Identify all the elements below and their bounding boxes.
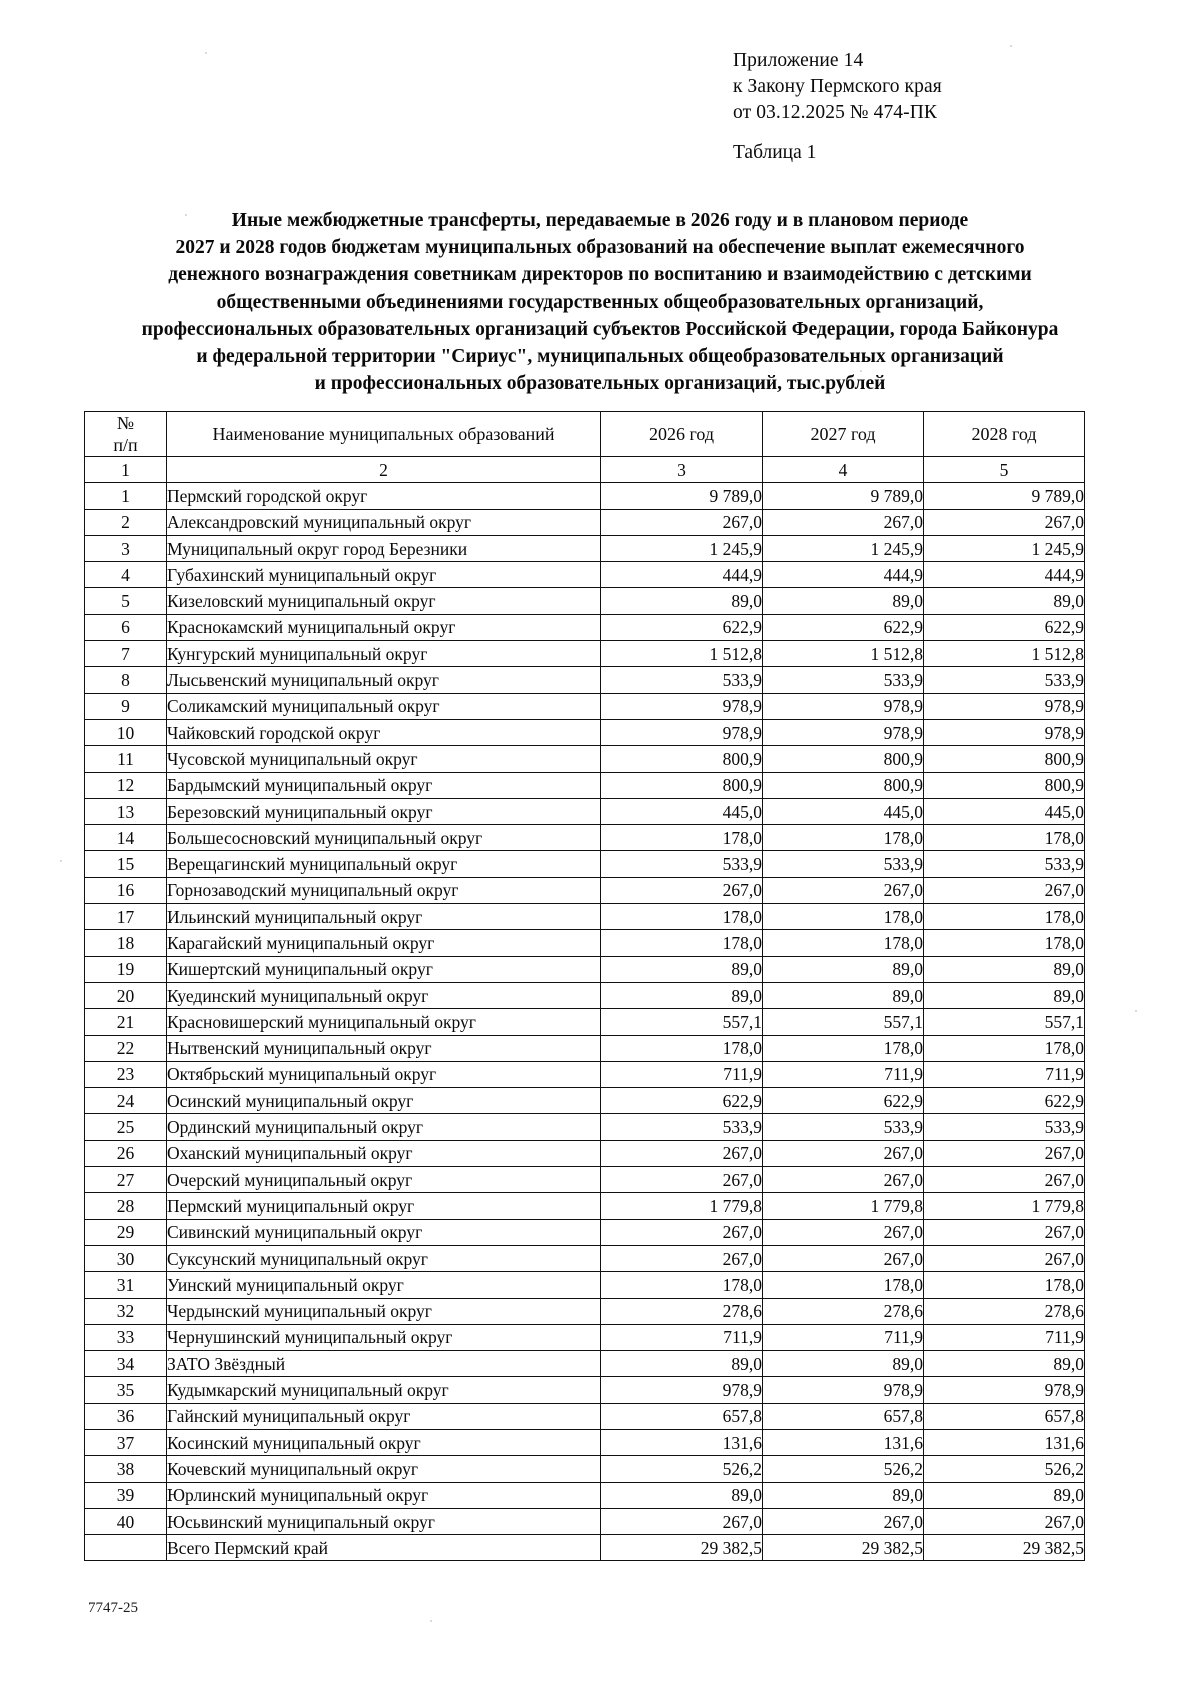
row-value-2028: 89,0	[924, 982, 1085, 1008]
row-value-2026: 800,9	[601, 746, 763, 772]
row-municipality-name: Кизеловский муниципальный округ	[167, 588, 601, 614]
row-value-2028: 445,0	[924, 798, 1085, 824]
total-row-label: Всего Пермский край	[167, 1535, 601, 1561]
table-row	[85, 772, 1085, 798]
row-number: 1	[85, 483, 167, 509]
row-value-2027: 800,9	[763, 746, 924, 772]
row-number: 31	[85, 1272, 167, 1298]
row-value-2027: 657,8	[763, 1403, 924, 1429]
table-label: Таблица 1	[733, 142, 817, 163]
row-value-2028: 89,0	[924, 588, 1085, 614]
row-number: 3	[85, 535, 167, 561]
table-row	[85, 1324, 1085, 1350]
row-value-2027: 89,0	[763, 1482, 924, 1508]
table-row	[85, 1403, 1085, 1429]
row-value-2026: 267,0	[601, 1140, 763, 1166]
row-municipality-name: Косинский муниципальный округ	[167, 1429, 601, 1455]
row-value-2026: 267,0	[601, 509, 763, 535]
row-number: 23	[85, 1061, 167, 1087]
row-value-2026: 9 789,0	[601, 483, 763, 509]
row-number: 39	[85, 1482, 167, 1508]
row-value-2028: 978,9	[924, 693, 1085, 719]
row-municipality-name: Муниципальный округ город Березники	[167, 535, 601, 561]
row-value-2026: 978,9	[601, 1377, 763, 1403]
row-value-2026: 89,0	[601, 1351, 763, 1377]
row-value-2026: 178,0	[601, 1272, 763, 1298]
table-row	[85, 904, 1085, 930]
column-number-5: 5	[924, 457, 1085, 483]
row-value-2027: 89,0	[763, 956, 924, 982]
row-municipality-name: Юрлинский муниципальный округ	[167, 1482, 601, 1508]
row-value-2027: 557,1	[763, 1009, 924, 1035]
row-value-2028: 131,6	[924, 1429, 1085, 1455]
row-value-2026: 89,0	[601, 956, 763, 982]
title-line-2: 2027 и 2028 годов бюджетам муниципальных образований на обеспечение выплат ежемесячного	[175, 237, 1025, 259]
row-municipality-name: Юсьвинский муниципальный округ	[167, 1508, 601, 1534]
row-municipality-name: Лысьвенский муниципальный округ	[167, 667, 601, 693]
row-number: 22	[85, 1035, 167, 1061]
row-municipality-name: Пермский муниципальный округ	[167, 1193, 601, 1219]
appendix-number: Приложение 14	[733, 50, 864, 71]
row-municipality-name: Соликамский муниципальный округ	[167, 693, 601, 719]
header-num-line2: п/п	[113, 435, 138, 455]
row-value-2028: 444,9	[924, 562, 1085, 588]
row-value-2026: 1 245,9	[601, 535, 763, 561]
row-value-2026: 267,0	[601, 1508, 763, 1534]
row-value-2026: 89,0	[601, 1482, 763, 1508]
row-value-2027: 267,0	[763, 1167, 924, 1193]
row-value-2027: 533,9	[763, 667, 924, 693]
row-municipality-name: ЗАТО Звёздный	[167, 1351, 601, 1377]
title-line-6: и федеральной территории "Сириус", муниципальных общеобразовательных организаций	[196, 346, 1004, 368]
title-line-7: и профессиональных образовательных организаций, тыс.рублей	[314, 373, 886, 395]
row-municipality-name: Ильинский муниципальный округ	[167, 904, 601, 930]
row-value-2027: 800,9	[763, 772, 924, 798]
row-municipality-name: Кудымкарский муниципальный округ	[167, 1377, 601, 1403]
table-row	[85, 1351, 1085, 1377]
row-number: 34	[85, 1351, 167, 1377]
row-value-2027: 178,0	[763, 904, 924, 930]
row-value-2026: 533,9	[601, 851, 763, 877]
row-value-2027: 622,9	[763, 614, 924, 640]
row-value-2026: 89,0	[601, 982, 763, 1008]
row-number: 5	[85, 588, 167, 614]
row-municipality-name: Уинский муниципальный округ	[167, 1272, 601, 1298]
row-value-2026: 267,0	[601, 1219, 763, 1245]
row-municipality-name: Кочевский муниципальный округ	[167, 1456, 601, 1482]
table-row	[85, 825, 1085, 851]
table-row	[85, 798, 1085, 824]
row-value-2028: 557,1	[924, 1009, 1085, 1035]
row-value-2027: 445,0	[763, 798, 924, 824]
row-value-2027: 533,9	[763, 1114, 924, 1140]
row-value-2028: 622,9	[924, 1088, 1085, 1114]
row-municipality-name: Октябрьский муниципальный округ	[167, 1061, 601, 1087]
table-row	[85, 956, 1085, 982]
row-value-2027: 978,9	[763, 693, 924, 719]
row-municipality-name: Верещагинский муниципальный округ	[167, 851, 601, 877]
row-value-2028: 978,9	[924, 719, 1085, 745]
row-number: 18	[85, 930, 167, 956]
law-reference-line: к Закону Пермского края	[733, 76, 942, 97]
row-value-2026: 178,0	[601, 904, 763, 930]
row-number: 7	[85, 641, 167, 667]
row-value-2027: 978,9	[763, 1377, 924, 1403]
table-row	[85, 1114, 1085, 1140]
row-value-2028: 267,0	[924, 1167, 1085, 1193]
row-number: 14	[85, 825, 167, 851]
row-value-2026: 131,6	[601, 1429, 763, 1455]
row-number: 25	[85, 1114, 167, 1140]
row-value-2027: 178,0	[763, 930, 924, 956]
header-year-2026: 2026 год	[601, 412, 763, 457]
table-row	[85, 1508, 1085, 1534]
row-value-2028: 89,0	[924, 1482, 1085, 1508]
title-line-1: Иные межбюджетные трансферты, передаваемые в 2026 году и в плановом периоде	[231, 210, 969, 231]
row-number: 12	[85, 772, 167, 798]
total-value-2026: 29 382,5	[601, 1535, 763, 1561]
row-value-2027: 89,0	[763, 588, 924, 614]
table-row	[85, 1456, 1085, 1482]
row-value-2026: 622,9	[601, 614, 763, 640]
transfers-table	[84, 411, 1085, 1561]
row-value-2026: 178,0	[601, 930, 763, 956]
row-value-2028: 800,9	[924, 746, 1085, 772]
row-value-2028: 800,9	[924, 772, 1085, 798]
row-municipality-name: Александровский муниципальный округ	[167, 509, 601, 535]
row-number: 9	[85, 693, 167, 719]
table-row	[85, 1245, 1085, 1271]
table-total-row	[85, 1535, 1085, 1561]
table-row	[85, 746, 1085, 772]
row-value-2027: 178,0	[763, 1272, 924, 1298]
table-row	[85, 719, 1085, 745]
table-header-row	[85, 412, 1085, 457]
table-row	[85, 1061, 1085, 1087]
row-municipality-name: Березовский муниципальный округ	[167, 798, 601, 824]
row-value-2026: 978,9	[601, 719, 763, 745]
table-head	[85, 412, 1085, 483]
row-value-2026: 89,0	[601, 588, 763, 614]
title-line-5: профессиональных образовательных организаций субъектов Российской Федерации, города Байконура	[141, 318, 1059, 340]
row-value-2026: 622,9	[601, 1088, 763, 1114]
row-number: 6	[85, 614, 167, 640]
row-municipality-name: Краснокамский муниципальный округ	[167, 614, 601, 640]
row-value-2027: 526,2	[763, 1456, 924, 1482]
row-municipality-name: Красновишерский муниципальный округ	[167, 1009, 601, 1035]
row-number: 16	[85, 877, 167, 903]
row-value-2026: 278,6	[601, 1298, 763, 1324]
row-municipality-name: Чусовской муниципальный округ	[167, 746, 601, 772]
row-value-2026: 533,9	[601, 667, 763, 693]
row-number: 28	[85, 1193, 167, 1219]
row-number: 32	[85, 1298, 167, 1324]
row-value-2026: 978,9	[601, 693, 763, 719]
total-value-2028: 29 382,5	[924, 1535, 1085, 1561]
column-number-4: 4	[763, 457, 924, 483]
row-municipality-name: Горнозаводский муниципальный округ	[167, 877, 601, 903]
table-row	[85, 588, 1085, 614]
row-value-2027: 178,0	[763, 1035, 924, 1061]
row-number: 40	[85, 1508, 167, 1534]
row-value-2026: 1 779,8	[601, 1193, 763, 1219]
row-value-2027: 1 512,8	[763, 641, 924, 667]
row-municipality-name: Ординский муниципальный округ	[167, 1114, 601, 1140]
transfers-table-wrapper	[84, 411, 1084, 1561]
table-row	[85, 641, 1085, 667]
row-value-2027: 267,0	[763, 1219, 924, 1245]
table-row	[85, 1298, 1085, 1324]
table-row	[85, 877, 1085, 903]
total-value-2027: 29 382,5	[763, 1535, 924, 1561]
row-value-2027: 267,0	[763, 1508, 924, 1534]
row-municipality-name: Сивинский муниципальный округ	[167, 1219, 601, 1245]
row-value-2027: 267,0	[763, 1140, 924, 1166]
row-number: 4	[85, 562, 167, 588]
row-number: 27	[85, 1167, 167, 1193]
row-number: 8	[85, 667, 167, 693]
table-row	[85, 1193, 1085, 1219]
row-number: 38	[85, 1456, 167, 1482]
row-value-2028: 89,0	[924, 1351, 1085, 1377]
row-municipality-name: Куединский муниципальный округ	[167, 982, 601, 1008]
row-value-2027: 978,9	[763, 719, 924, 745]
row-municipality-name: Бардымский муниципальный округ	[167, 772, 601, 798]
row-value-2028: 711,9	[924, 1061, 1085, 1087]
law-date-number-line: от 03.12.2025 № 474-ПК	[733, 102, 938, 123]
row-value-2027: 533,9	[763, 851, 924, 877]
row-value-2028: 1 779,8	[924, 1193, 1085, 1219]
row-municipality-name: Чердынский муниципальный округ	[167, 1298, 601, 1324]
table-row	[85, 1035, 1085, 1061]
row-value-2027: 1 245,9	[763, 535, 924, 561]
row-number: 13	[85, 798, 167, 824]
row-municipality-name: Кунгурский муниципальный округ	[167, 641, 601, 667]
row-value-2027: 178,0	[763, 825, 924, 851]
row-number: 26	[85, 1140, 167, 1166]
row-number: 10	[85, 719, 167, 745]
header-year-2028: 2028 год	[924, 412, 1085, 457]
table-column-number-row	[85, 457, 1085, 483]
row-value-2028: 622,9	[924, 614, 1085, 640]
table-row	[85, 1009, 1085, 1035]
row-value-2027: 9 789,0	[763, 483, 924, 509]
row-value-2028: 978,9	[924, 1377, 1085, 1403]
row-value-2026: 444,9	[601, 562, 763, 588]
appendix-reference-block	[733, 48, 942, 126]
row-value-2028: 178,0	[924, 930, 1085, 956]
table-row	[85, 930, 1085, 956]
row-value-2028: 267,0	[924, 1219, 1085, 1245]
row-value-2028: 533,9	[924, 667, 1085, 693]
row-value-2028: 533,9	[924, 851, 1085, 877]
page-title	[90, 207, 1110, 397]
table-row	[85, 1140, 1085, 1166]
row-number: 30	[85, 1245, 167, 1271]
row-value-2026: 557,1	[601, 1009, 763, 1035]
row-value-2026: 445,0	[601, 798, 763, 824]
table-row	[85, 509, 1085, 535]
row-value-2028: 526,2	[924, 1456, 1085, 1482]
header-municipality-name: Наименование муниципальных образований	[167, 412, 601, 457]
column-number-1: 1	[85, 457, 167, 483]
table-row	[85, 535, 1085, 561]
row-municipality-name: Большесосновский муниципальный округ	[167, 825, 601, 851]
row-municipality-name: Чернушинский муниципальный округ	[167, 1324, 601, 1350]
table-body	[85, 483, 1085, 1561]
row-number: 11	[85, 746, 167, 772]
row-number: 37	[85, 1429, 167, 1455]
document-footer-code: 7747-25	[88, 1600, 138, 1616]
row-value-2027: 711,9	[763, 1324, 924, 1350]
table-row	[85, 1167, 1085, 1193]
row-number: 20	[85, 982, 167, 1008]
row-value-2027: 131,6	[763, 1429, 924, 1455]
table-row	[85, 693, 1085, 719]
row-value-2027: 89,0	[763, 1351, 924, 1377]
row-value-2027: 267,0	[763, 877, 924, 903]
column-number-3: 3	[601, 457, 763, 483]
row-value-2026: 267,0	[601, 877, 763, 903]
row-value-2028: 267,0	[924, 1140, 1085, 1166]
row-value-2028: 267,0	[924, 1245, 1085, 1271]
table-row	[85, 1429, 1085, 1455]
row-value-2027: 1 779,8	[763, 1193, 924, 1219]
table-row	[85, 982, 1085, 1008]
title-line-4: общественными объединениями государственных общеобразовательных организаций,	[216, 291, 984, 313]
row-number: 35	[85, 1377, 167, 1403]
row-value-2026: 267,0	[601, 1245, 763, 1271]
row-number: 21	[85, 1009, 167, 1035]
table-row	[85, 667, 1085, 693]
row-number: 36	[85, 1403, 167, 1429]
table-row	[85, 562, 1085, 588]
row-municipality-name: Нытвенский муниципальный округ	[167, 1035, 601, 1061]
row-municipality-name: Чайковский городской округ	[167, 719, 601, 745]
row-value-2026: 711,9	[601, 1061, 763, 1087]
row-value-2028: 178,0	[924, 1035, 1085, 1061]
row-value-2026: 178,0	[601, 1035, 763, 1061]
row-municipality-name: Осинский муниципальный округ	[167, 1088, 601, 1114]
row-value-2026: 1 512,8	[601, 641, 763, 667]
row-value-2028: 178,0	[924, 825, 1085, 851]
row-value-2028: 533,9	[924, 1114, 1085, 1140]
row-municipality-name: Пермский городской округ	[167, 483, 601, 509]
row-value-2026: 800,9	[601, 772, 763, 798]
row-number: 17	[85, 904, 167, 930]
row-municipality-name: Гайнский муниципальный округ	[167, 1403, 601, 1429]
row-value-2026: 711,9	[601, 1324, 763, 1350]
row-value-2028: 1 245,9	[924, 535, 1085, 561]
row-value-2026: 178,0	[601, 825, 763, 851]
header-year-2027: 2027 год	[763, 412, 924, 457]
row-value-2026: 267,0	[601, 1167, 763, 1193]
row-municipality-name: Губахинский муниципальный округ	[167, 562, 601, 588]
table-row	[85, 1088, 1085, 1114]
table-row	[85, 1482, 1085, 1508]
title-line-3: денежного вознаграждения советникам директоров по воспитанию и взаимодействию с детскими	[168, 264, 1032, 286]
row-value-2028: 267,0	[924, 877, 1085, 903]
row-value-2028: 267,0	[924, 509, 1085, 535]
row-value-2027: 278,6	[763, 1298, 924, 1324]
column-number-2: 2	[167, 457, 601, 483]
row-value-2027: 622,9	[763, 1088, 924, 1114]
header-row-number	[85, 412, 167, 457]
row-value-2028: 89,0	[924, 956, 1085, 982]
row-value-2027: 267,0	[763, 1245, 924, 1271]
total-row-number	[85, 1535, 167, 1561]
table-row	[85, 614, 1085, 640]
row-municipality-name: Кишертский муниципальный округ	[167, 956, 601, 982]
row-number: 19	[85, 956, 167, 982]
row-value-2028: 657,8	[924, 1403, 1085, 1429]
row-value-2028: 1 512,8	[924, 641, 1085, 667]
row-value-2028: 178,0	[924, 904, 1085, 930]
row-value-2028: 711,9	[924, 1324, 1085, 1350]
row-number: 33	[85, 1324, 167, 1350]
row-value-2027: 711,9	[763, 1061, 924, 1087]
row-number: 24	[85, 1088, 167, 1114]
row-value-2026: 533,9	[601, 1114, 763, 1140]
row-value-2026: 526,2	[601, 1456, 763, 1482]
table-row	[85, 1219, 1085, 1245]
table-row	[85, 483, 1085, 509]
row-municipality-name: Карагайский муниципальный округ	[167, 930, 601, 956]
table-row	[85, 851, 1085, 877]
row-value-2027: 267,0	[763, 509, 924, 535]
row-value-2026: 657,8	[601, 1403, 763, 1429]
row-number: 2	[85, 509, 167, 535]
row-number: 29	[85, 1219, 167, 1245]
row-number: 15	[85, 851, 167, 877]
row-municipality-name: Суксунский муниципальный округ	[167, 1245, 601, 1271]
row-value-2027: 444,9	[763, 562, 924, 588]
header-num-line1: №	[116, 413, 135, 433]
row-value-2027: 89,0	[763, 982, 924, 1008]
table-row	[85, 1377, 1085, 1403]
table-row	[85, 1272, 1085, 1298]
row-municipality-name: Очерский муниципальный округ	[167, 1167, 601, 1193]
row-value-2028: 278,6	[924, 1298, 1085, 1324]
row-value-2028: 178,0	[924, 1272, 1085, 1298]
row-value-2028: 9 789,0	[924, 483, 1085, 509]
row-municipality-name: Оханский муниципальный округ	[167, 1140, 601, 1166]
row-value-2028: 267,0	[924, 1508, 1085, 1534]
